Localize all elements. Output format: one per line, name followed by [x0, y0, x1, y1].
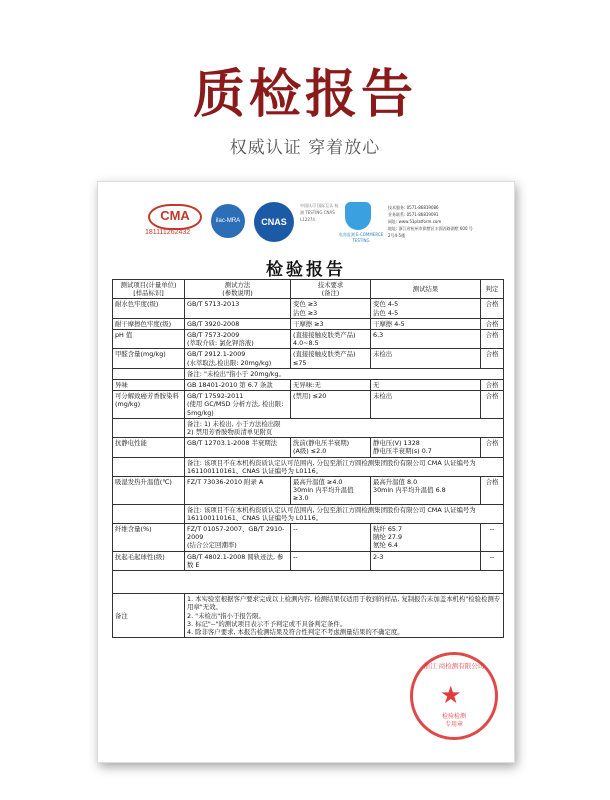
cell-method: GB/T 12703.1-2008 半衰期法	[185, 438, 291, 457]
cell-verdict: 合格	[481, 349, 504, 368]
table-row	[113, 299, 504, 318]
header-item: 测试项目(计量单位) [样品标识]	[113, 280, 185, 299]
cell-verdict: 合格	[481, 438, 504, 457]
cell-method: GB/T 7573-2009 (萃取介质: 氯化钾溶液)	[185, 330, 291, 349]
cell-note: 备注: 该项目不在本机构资质认定认可范围内, 分包至浙江方圆检测集团股份有限公司 CMA 认证编号为 161100110161、CNAS 认证编号为 L0116。	[185, 457, 504, 476]
cell-item: 异味	[113, 380, 185, 391]
contact-line: 技术服务: 0571-86819086	[388, 205, 439, 210]
cell-method: GB/T 4802.1-2008 圆轨迹法, 参数 E	[185, 551, 291, 570]
hero-subtitle: 权威认证 穿着放心	[229, 138, 381, 158]
remark-line: 2. "未检出"指小于报告限。	[187, 611, 265, 620]
cell-result: 粘纤 65.7 腈纶 27.9 氨纶 6.4	[371, 524, 481, 552]
cell-note: 备注: 该项目不在本机构资质认定认可范围内, 分包至浙江方圆检测集团股份有限公司 CMA 认证编号为 161100110161、CNAS 认证编号为 L0116。	[185, 504, 504, 523]
cell-item: 甲醛含量(mg/kg)	[113, 349, 185, 368]
spacer-cell	[113, 571, 504, 594]
shield-icon	[345, 202, 371, 230]
note-spacer	[113, 504, 185, 523]
hero-title: 质检报告	[192, 64, 417, 125]
cell-result: 无	[371, 380, 481, 391]
cell-item: 耐水色牢度(级)	[113, 299, 185, 318]
cell-verdict: 合格	[481, 477, 504, 505]
table-row	[113, 524, 504, 552]
table-row	[113, 380, 504, 391]
cell-verdict: 合格	[481, 299, 504, 318]
cell-item: 可分解致癌芳香胺染料(mg/kg)	[113, 391, 185, 419]
note-spacer	[113, 418, 185, 437]
header-requirement: 技术要求 (备注)	[291, 280, 371, 299]
cell-item: 抗起毛起球性(级)	[113, 551, 185, 570]
cnas-logo: CNAS	[254, 202, 294, 242]
cell-requirement: --	[291, 524, 371, 552]
cell-method: FZ/T 01057-2007、GB/T 2910-2009 (结合公定回潮率)	[185, 524, 291, 552]
cell-method: GB/T 3920-2008	[185, 318, 291, 329]
header-method: 测试方法 (参数说明)	[185, 280, 291, 299]
contact-line: 业务联系: 0571-86819091	[388, 212, 439, 217]
remarks-row	[113, 594, 504, 638]
table-row	[113, 330, 504, 349]
cell-method: GB/T 2912.1-2009 (水萃取法,检出限: 20mg/kg)	[185, 349, 291, 368]
stamp-line2: 专用章	[444, 721, 463, 728]
cell-item: pH 值	[113, 330, 185, 349]
ilac-mra-logo: ilac-MRA	[211, 204, 245, 238]
report-title: 检验报告	[266, 260, 346, 280]
cell-item: 纤维含量(%)	[113, 524, 185, 552]
cma-logo: CMA	[148, 204, 202, 230]
cell-result: 未检出	[371, 349, 481, 368]
report-paper	[97, 181, 515, 763]
cell-note: 备注: "未检出"指小于 20mg/kg。	[185, 368, 504, 379]
note-spacer	[113, 368, 185, 379]
table-row	[113, 318, 504, 329]
note-row	[113, 504, 504, 523]
cell-item: 抗静电性能	[113, 438, 185, 457]
table-row	[113, 438, 504, 457]
cell-result: 未检出	[371, 391, 481, 419]
certification-logos	[98, 182, 514, 242]
cell-result: 变色 4-5 沾色 4-5	[371, 299, 481, 318]
note-row	[113, 457, 504, 476]
cell-verdict: 合格	[481, 330, 504, 349]
cell-note: 备注: 1) 未检出, 小于方法检出限 2) 禁用芳香胺物质清单见附页	[185, 418, 504, 437]
contact-line: 2号4-5楼	[388, 233, 406, 238]
stamp-ring-text: 浙江 商检测有限公司	[423, 662, 485, 670]
cell-result: 干摩擦 4-5	[371, 318, 481, 329]
report-table	[112, 279, 504, 638]
cell-result: 2-3	[371, 551, 481, 570]
note-spacer	[113, 457, 185, 476]
note-row	[113, 368, 504, 379]
cell-requirement: 干摩擦 ≥3	[291, 318, 371, 329]
star-icon: ★	[440, 681, 462, 709]
cell-method: FZ/T 73036-2010 附录 A	[185, 477, 291, 505]
cell-requirement: (禁用) ≤20	[291, 391, 371, 419]
contact-line: 地址: 浙江省杭州市拱墅区丰润西路湖墅 600 号	[388, 226, 473, 231]
cell-requirement: 变色 ≥3 沾色 ≥3	[291, 299, 371, 318]
cell-requirement: 最高升温值 ≥4.0 30min 内平均升温值 ≥3.0	[291, 477, 371, 505]
cell-requirement: --	[291, 551, 371, 570]
cell-verdict: 合格	[481, 380, 504, 391]
table-row	[113, 391, 504, 419]
cell-verdict: 合格	[481, 391, 504, 419]
cell-requirement: 洗前(静电压半衰期) (A级) ≤2.0	[291, 438, 371, 457]
remark-line: 3. 标记"--"的测试项目表示不予判定或不具备判定条件。	[187, 619, 347, 628]
cell-item: 耐干摩擦色牢度(级)	[113, 318, 185, 329]
cell-method: GB/T 5713-2013	[185, 299, 291, 318]
contact-info	[388, 204, 498, 239]
remark-line: 4. 除非客户要求, 本报告检测结果及符合性判定不考虑测量结果的不确定度。	[187, 627, 404, 636]
shield-label: 电商监测 E-COMMERCE TESTING	[338, 232, 384, 243]
cell-verdict: --	[481, 551, 504, 570]
cell-method: GB 18401-2010 第 6.7 条款	[185, 380, 291, 391]
cell-result: 6.3	[371, 330, 481, 349]
cell-verdict: --	[481, 524, 504, 552]
table-header-row	[113, 280, 504, 299]
table-row	[113, 551, 504, 570]
table-row	[113, 477, 504, 505]
cell-result: 最高升温值 8.0 30min 内平均升温值 6.8	[371, 477, 481, 505]
table-row	[113, 349, 504, 368]
remark-line: 1. 本实验室根据客户要求完成以上检测内容, 检测结果仅适用于收到的样品, 复制报告未加盖本机构"检验检测专用章"无效。	[187, 595, 501, 612]
note-row	[113, 418, 504, 437]
cell-result: 静电压(V) 1328 静电压半衰期(s) 0.7	[371, 438, 481, 457]
remarks-cell	[185, 594, 504, 638]
inspection-stamp	[410, 652, 498, 740]
stamp-line1: 检验检测	[441, 713, 466, 720]
cell-requirement: (直接接触皮肤类产品) 4.0~8.5	[291, 330, 371, 349]
cma-number: 181111262432	[145, 229, 191, 236]
header-result: 测试结果	[371, 280, 481, 299]
cell-item: 吸湿发热升温值(℃)	[113, 477, 185, 505]
header-verdict: 判定	[481, 280, 504, 299]
cell-requirement: 无异味:无	[291, 380, 371, 391]
cell-verdict: 合格	[481, 318, 504, 329]
remarks-label: 备注	[113, 594, 185, 638]
cnas-caption: 中国认可 国际互认 检测 TESTING CNAS L12274	[300, 203, 339, 222]
contact-line: 网址: www.51platform.com	[388, 219, 442, 224]
cell-method: GB/T 17592-2011 (使用 GC/MSD 分析方法, 检出限: 5mg/kg)	[185, 391, 291, 419]
cell-requirement: (直接接触皮肤类产品) ≤75	[291, 349, 371, 368]
spacer-row	[113, 571, 504, 594]
